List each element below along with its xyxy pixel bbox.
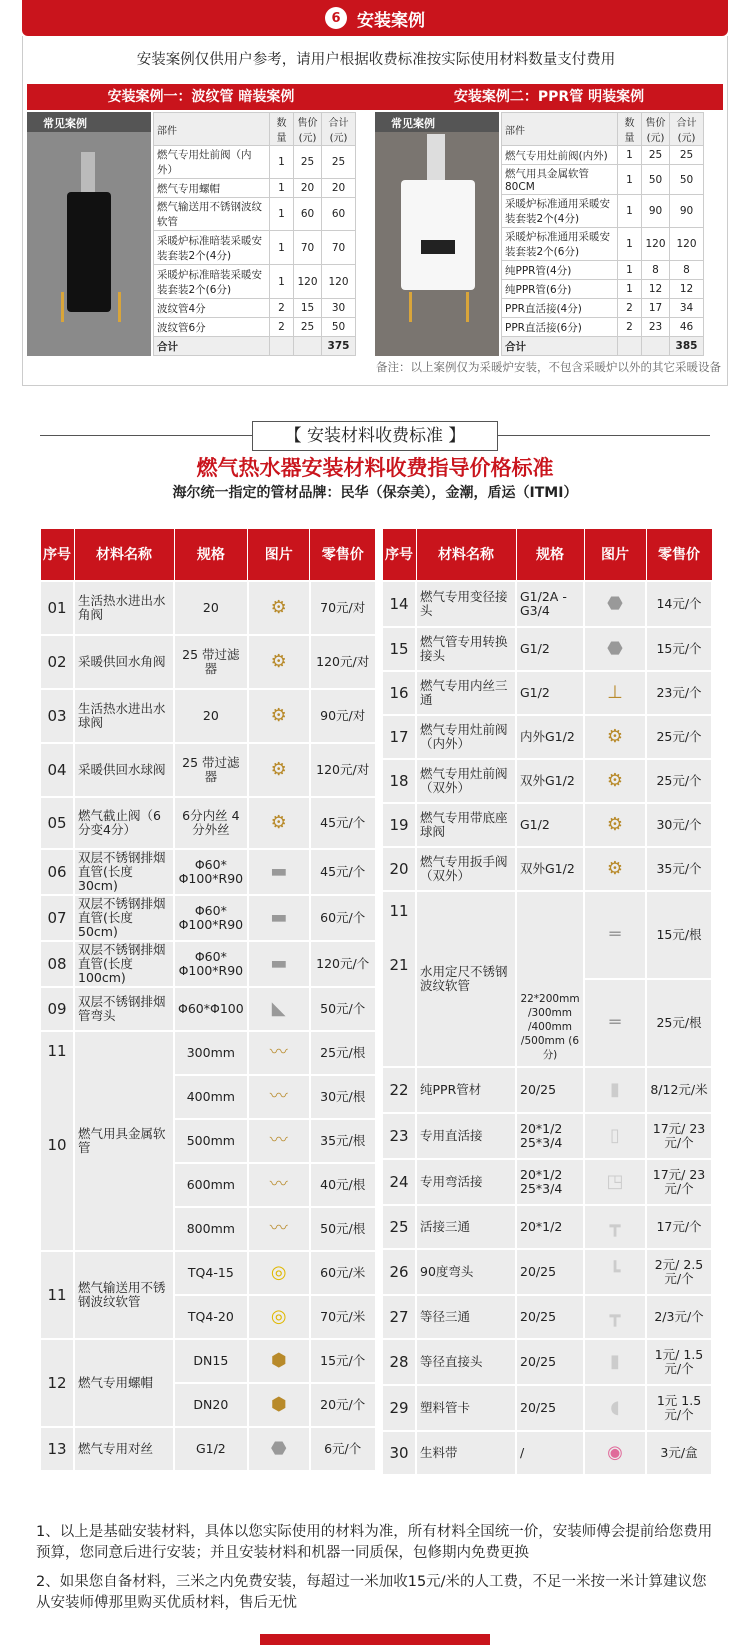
water-heater-image <box>401 180 475 290</box>
page-title: 燃气热水器安装材料收费指导价格标准 <box>196 456 554 480</box>
pipes-image <box>61 292 121 322</box>
elbow-icon: ◣ <box>248 987 310 1031</box>
coupling-icon: ▮ <box>584 1339 646 1385</box>
pipe-icon: ▬ <box>248 895 310 941</box>
col-header: 售价(元) <box>294 113 322 146</box>
table-row: DN20 ⬢ 20元/个 <box>40 1383 376 1427</box>
table-row: 20 燃气专用扳手阀（双外） 双外G1/2 ⚙ 35元/个 <box>382 847 712 891</box>
col-header: 合计(元) <box>322 113 356 146</box>
valve-icon: ⚙ <box>584 847 646 891</box>
table-row: 29 塑料管卡 20/25 ◖ 1元 1.5元/个 <box>382 1385 712 1431</box>
hose-icon: 〰 <box>248 1075 310 1119</box>
pipe-icon: ▬ <box>248 849 310 895</box>
pipes-image <box>409 292 469 322</box>
table-row: 08 双层不锈钢排烟直管(长度100cm) Φ60* Φ100*R90 ▬ 120元/个 <box>40 941 376 987</box>
hose-icon: ═ <box>584 979 646 1067</box>
tee-icon: ⊥ <box>584 671 646 715</box>
valve-icon: ⚙ <box>248 635 310 689</box>
table-row: 22 纯PPR管材 20/25 ▮ 8/12元/米 <box>382 1067 712 1113</box>
case-one-photo <box>27 112 151 356</box>
valve-icon: ⚙ <box>248 581 310 635</box>
table-row: 17 燃气专用灶前阀（内外） 内外G1/2 ⚙ 25元/个 <box>382 715 712 759</box>
table-row: 纯PPR管(4分) 1 8 8 <box>502 261 704 280</box>
col-header: 序号 <box>382 529 416 581</box>
table-row: 采暖炉标准暗装采暖安装套装2个(6分) 1 120 120 <box>154 265 356 299</box>
col-header: 零售价 <box>310 529 376 581</box>
valve-icon: ⚙ <box>248 689 310 743</box>
table-row: 燃气用具金属软管80CM 1 50 50 <box>502 165 704 195</box>
table-row: ═ 25元/根 <box>382 979 712 1067</box>
table-row: 15 燃气管专用转换接头 G1/2 ⬣ 15元/个 <box>382 627 712 671</box>
total-row: 合计 385 <box>502 337 704 356</box>
nut-icon: ⬢ <box>248 1383 310 1427</box>
valve-icon: ⚙ <box>248 743 310 797</box>
table-row: TQ4-20 ◎ 70元/米 <box>40 1295 376 1339</box>
col-header: 合计(元) <box>670 113 704 146</box>
col-header: 数量 <box>270 113 294 146</box>
table-row: 采暖炉标准通用采暖安装套装2个(6分) 1 120 120 <box>502 228 704 261</box>
note-text: 备注：以上案例仅为采暖炉安装，不包含采暖炉以外的其它采暖设备 <box>376 360 721 374</box>
table-row: 09 双层不锈钢排烟管弯头 Φ60*Φ100 ◣ 50元/个 <box>40 987 376 1031</box>
photo-label: 常见案例 <box>375 112 499 132</box>
table-row: 30 生料带 / ◉ 3元/盒 <box>382 1431 712 1475</box>
table-row: 23 专用直活接 20*1/2 25*3/4 ▯ 17元/ 23元/个 <box>382 1113 712 1159</box>
table-row: 燃气专用螺帽 1 20 20 <box>154 179 356 198</box>
table-row: 05 燃气截止阀（6分变4分） 6分内丝 4分外丝 ⚙ 45元/个 <box>40 797 376 849</box>
fitting-icon: ⬣ <box>584 581 646 627</box>
footnote-2: 2、如果您自备材料，三米之内免费安装，每超过一米加收15元/米的人工费，不足一米按一米计算建议您从安装师傅那里购买优质材料，售后无忧 <box>36 1574 707 1611</box>
section-header <box>22 0 728 36</box>
table-row: 24 专用弯活接 20*1/2 25*3/4 ◳ 17元/ 23元/个 <box>382 1159 712 1205</box>
footnotes <box>36 1522 716 1622</box>
price-table-right <box>381 528 713 1476</box>
valve-icon: ⚙ <box>248 797 310 849</box>
col-header: 部件 <box>154 113 270 146</box>
table-row: 28 等径直接头 20/25 ▮ 1元/ 1.5元/个 <box>382 1339 712 1385</box>
table-row: 01 生活热水进出水角阀 20 ⚙ 70元/对 <box>40 581 376 635</box>
table-row: 27 等径三通 20/25 ┳ 2/3元/个 <box>382 1295 712 1339</box>
table-row: 波纹管6分 2 25 50 <box>154 318 356 337</box>
elbow-union-icon: ◳ <box>584 1159 646 1205</box>
table-row: 12 燃气专用螺帽 DN15 ⬢ 15元/个 <box>40 1339 376 1383</box>
table-row: 燃气输送用不锈钢波纹软管 1 60 60 <box>154 198 356 231</box>
coil-hose-icon: ◎ <box>248 1251 310 1295</box>
col-header: 序号 <box>40 529 74 581</box>
brand-line: 海尔统一指定的管材品牌：民华（保奈美），金潮，盾运（ITMI） <box>172 485 578 501</box>
section-title-materials: 【 安装材料收费标准 】 <box>252 421 498 451</box>
table-row: 14 燃气专用变径接头 G1/2A -G3/4 ⬣ 14元/个 <box>382 581 712 627</box>
fitting-icon: ⬣ <box>584 627 646 671</box>
footnote-1: 1、以上是基础安装材料，具体以您实际使用的材料为准，所有材料全国统一价，安装师傅会提前给您费用预算，您同意后进行安装；并且安装材料和机器一同质保，包修期内免费更换 <box>36 1524 713 1561</box>
table-row: 04 采暖供回水球阀 25 带过滤器 ⚙ 120元/对 <box>40 743 376 797</box>
fitting-icon: ⬣ <box>248 1427 310 1471</box>
hose-icon: 〰 <box>248 1031 310 1075</box>
table-row: 600mm 〰 40元/根 <box>40 1163 376 1207</box>
table-row: 06 双层不锈钢排烟直管(长度30cm) Φ60* Φ100*R90 ▬ 45元/个 <box>40 849 376 895</box>
clip-icon: ◖ <box>584 1385 646 1431</box>
case-two-photo <box>375 112 499 356</box>
table-row: 16 燃气专用内丝三通 G1/2 ⊥ 23元/个 <box>382 671 712 715</box>
col-header: 图片 <box>584 529 646 581</box>
table-row: 18 燃气专用灶前阀（双外） 双外G1/2 ⚙ 25元/个 <box>382 759 712 803</box>
col-header: 材料名称 <box>74 529 174 581</box>
table-row: 采暖炉标准通用采暖安装套装2个(4分) 1 90 90 <box>502 195 704 228</box>
photo-label: 常见案例 <box>27 112 151 132</box>
price-table-left <box>39 528 377 1472</box>
case-one <box>27 84 375 353</box>
hose-icon: ═ <box>584 891 646 979</box>
col-header: 零售价 <box>646 529 712 581</box>
elbow-icon: ┗ <box>584 1249 646 1295</box>
section-title: 安装案例 <box>357 10 425 31</box>
table-row: 采暖炉标准暗装采暖安装套装2个(4分) 1 70 70 <box>154 231 356 265</box>
install-cases-panel <box>22 36 728 386</box>
coil-hose-icon: ◎ <box>248 1295 310 1339</box>
case-one-title: 安装案例一：波纹管 暗装案例 <box>27 84 375 110</box>
table-row: 800mm 〰 50元/根 <box>40 1207 376 1251</box>
table-row: 燃气专用灶前阀（内外） 1 25 25 <box>154 146 356 179</box>
table-row: PPR直活接(4分) 2 17 34 <box>502 299 704 318</box>
table-row: 02 采暖供回水角阀 25 带过滤器 ⚙ 120元/对 <box>40 635 376 689</box>
col-header: 部件 <box>502 113 618 146</box>
nut-icon: ⬢ <box>248 1339 310 1383</box>
table-row: 13 燃气专用对丝 G1/2 ⬣ 6元/个 <box>40 1427 376 1471</box>
case-two-title: 安装案例二：PPR管 明装案例 <box>375 84 723 110</box>
tee-icon: ┳ <box>584 1205 646 1249</box>
table-row: 燃气专用灶前阀(内外) 1 25 25 <box>502 146 704 165</box>
col-header: 材料名称 <box>416 529 516 581</box>
valve-icon: ⚙ <box>584 803 646 847</box>
tee-icon: ┳ <box>584 1295 646 1339</box>
total-row: 合计 375 <box>154 337 356 356</box>
table-row: PPR直活接(6分) 2 23 46 <box>502 318 704 337</box>
bottom-bar <box>260 1634 490 1645</box>
union-icon: ▯ <box>584 1113 646 1159</box>
table-row: 11 21 水用定尺不锈钢波纹软管 22*200mm /300mm /400mm /500mm (6分) ═ 15元/根 <box>382 891 712 979</box>
col-header: 规格 <box>516 529 584 581</box>
table-row: 400mm 〰 30元/根 <box>40 1075 376 1119</box>
table-row: 纯PPR管(6分) 1 12 12 <box>502 280 704 299</box>
table-row: 19 燃气专用带底座球阀 G1/2 ⚙ 30元/个 <box>382 803 712 847</box>
tape-icon: ◉ <box>584 1431 646 1475</box>
table-row: 25 活接三通 20*1/2 ┳ 17元/个 <box>382 1205 712 1249</box>
valve-icon: ⚙ <box>584 715 646 759</box>
col-header: 规格 <box>174 529 248 581</box>
table-row: 26 90度弯头 20/25 ┗ 2元/ 2.5元/个 <box>382 1249 712 1295</box>
ppr-pipe-icon: ▮ <box>584 1067 646 1113</box>
table-row: 500mm 〰 35元/根 <box>40 1119 376 1163</box>
section-number: 6 <box>325 7 347 29</box>
col-header: 图片 <box>248 529 310 581</box>
table-row: 11 燃气输送用不锈钢波纹软管 TQ4-15 ◎ 60元/米 <box>40 1251 376 1295</box>
table-row: 03 生活热水进出水球阀 20 ⚙ 90元/对 <box>40 689 376 743</box>
col-header: 售价(元) <box>642 113 670 146</box>
table-row: 波纹管4分 2 15 30 <box>154 299 356 318</box>
case-two <box>375 84 723 353</box>
hose-icon: 〰 <box>248 1163 310 1207</box>
hose-icon: 〰 <box>248 1119 310 1163</box>
valve-icon: ⚙ <box>584 759 646 803</box>
case-two-table <box>501 112 704 356</box>
pipe-icon: ▬ <box>248 941 310 987</box>
col-header: 数量 <box>618 113 642 146</box>
table-row: 07 双层不锈钢排烟直管(长度50cm) Φ60* Φ100*R90 ▬ 60元/个 <box>40 895 376 941</box>
case-one-table <box>153 112 356 356</box>
hose-icon: 〰 <box>248 1207 310 1251</box>
intro-text: 安装案例仅供用户参考，请用户根据收费标准按实际使用材料数量支付费用 <box>136 52 616 68</box>
table-row: 11 10 燃气用具金属软管 300mm 〰 25元/根 <box>40 1031 376 1075</box>
